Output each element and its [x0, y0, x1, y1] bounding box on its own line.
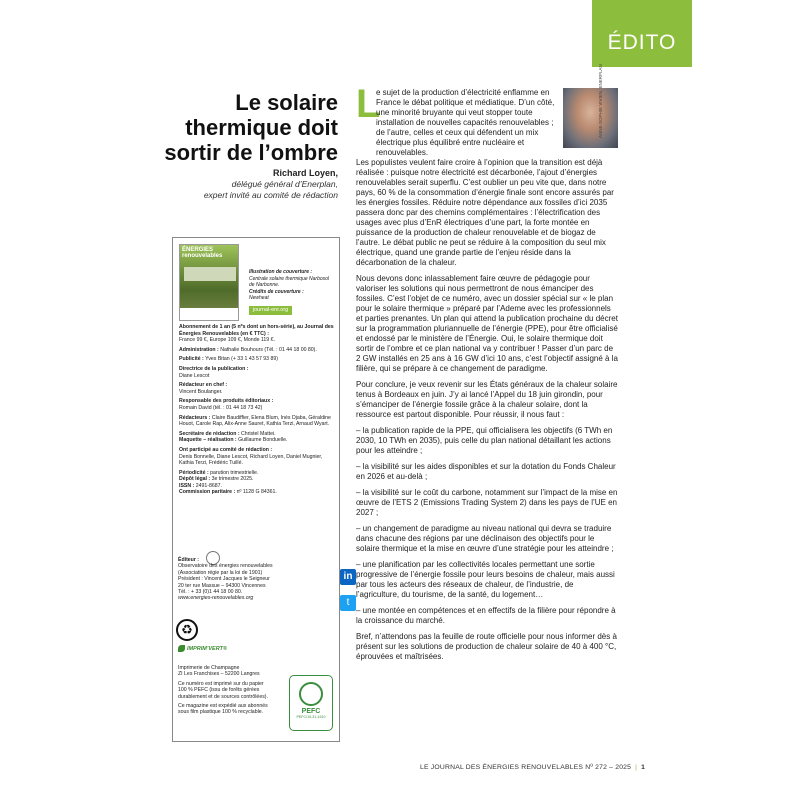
pefc-code: PEFC/10-31-1510	[296, 715, 326, 719]
value: Denis Bonnelle, Diane Lescot, Richard Loyen, Daniel Mugnier, Kathia Terzi, Frédéric Tuillé.	[179, 453, 323, 467]
value: Christel Mattei.	[241, 430, 276, 437]
value: Diane Lescot	[179, 372, 210, 379]
article-intro	[376, 88, 560, 164]
author-role: délégué général d’Enerplan,	[231, 179, 338, 189]
linkedin-icon[interactable]: in	[340, 569, 356, 585]
title-line: sortir de l’ombre	[164, 140, 338, 165]
subscription-prices: France 99 €, Europe 109 €, Monde 119 €.	[179, 337, 275, 344]
solar-panel-field	[184, 267, 236, 281]
value: Claire Baudiffier, Elena Blum, Inès Djaba, Géraldine Houot, Carole Rap, Alix-Anne Sauret, Kathia Terzi, Arnaud Wyart.	[179, 414, 331, 428]
masthead-text	[179, 324, 335, 499]
value: Guillaume Bonduelle.	[238, 437, 288, 444]
label: Publicité :	[179, 356, 204, 363]
publisher-line: Observatoire des énergies renouvelables	[178, 563, 273, 570]
title-line: Le solaire	[235, 90, 338, 115]
list-item: – la visibilité sur les aides disponibles et sur la dotation du Fonds Chaleur en 2026 et au-delà ;	[356, 462, 616, 481]
footer-separator: |	[635, 764, 638, 771]
value: Yves Bitan (+ 33 1 43 57 93 89)	[205, 356, 278, 363]
imprim-vert-logo: IMPRIM’VERT®	[178, 645, 227, 652]
drop-cap: L	[356, 82, 381, 126]
label: Directrice de la publication :	[179, 365, 249, 372]
list-item: – la publication rapide de la PPE, qui officialisera les objectifs (6 TWh en 2030, 10 TWh en 2035), puis celle du plan national détaillant les actions pour les atteindre ;	[356, 426, 613, 455]
list-item: – un changement de paradigme au niveau national qui devra se traduire dans chacune des régions par une déclinaison des objectifs pour le solaire thermique et la mise en œuvre d’une stratégie pour les atteindre ;	[356, 524, 614, 553]
publisher-website[interactable]: www.energies-renouvelables.org	[178, 595, 254, 602]
pefc-label: PEFC	[301, 708, 321, 715]
photo-credit: ANNE-SOPHIE VIVIEN, ENERPLAN	[598, 64, 603, 138]
value: 2491-8687.	[195, 482, 222, 489]
page-title	[160, 90, 338, 165]
label: Ont participé au comité de rédaction :	[179, 446, 273, 453]
paragraph: e sujet de la production d’électricité enflamme en France le débat politique et médiatique. D’un côté, une minorité bruyante qui veut stopper toute installation de nouvelles capacités renouvelables ; de l’autre, celles et ceux qui défendent un mix électrique plus équilibré entre nucléaire et renouvelables.	[376, 88, 555, 157]
label: Commission paritaire :	[179, 489, 236, 496]
label: Rédacteurs :	[179, 414, 211, 421]
value: Vincent Boulanger.	[179, 388, 223, 395]
caption-label: Illustration de couverture :	[249, 269, 313, 275]
publisher-line: Président : Vincent Jacques le Seigneur	[178, 576, 270, 583]
paragraph: Pour conclure, je veux revenir sur les États généraux de la chaleur solaire tenus à Bordeaux en juin. J’y ai lancé l’Appel du 18 juin girondin, pour s’émanciper de l’énergie fossile grâce à la chaleur solaire, dont la ressource est partout disponible. Pour réussir, il nous faut :	[356, 380, 618, 419]
cover-footer-strip	[180, 308, 238, 320]
author-name: Richard Loyen,	[272, 168, 338, 178]
label: Périodicité :	[179, 469, 209, 476]
caption-label: Crédits de couverture :	[249, 288, 304, 295]
value: nº 1128 G 84361.	[236, 489, 277, 496]
value: 3e trimestre 2025.	[211, 476, 254, 483]
printer-name: Imprimerie de Champagne	[178, 665, 240, 671]
footer-journal: LE JOURNAL DES ÉNERGIES RENOUVELABLES Nº 272 – 2025	[420, 764, 632, 771]
publisher-line: Tél. : + 33 (0)1 44 18 00 80.	[178, 589, 243, 596]
journal-link-badge[interactable]: journal-enr.org	[249, 306, 292, 315]
label: Dépôt légal :	[179, 476, 211, 483]
article-body	[356, 158, 618, 668]
label: Secrétaire de rédaction :	[179, 430, 240, 437]
value: Nathalie Bouhours (Tél. : 01 44 18 00 80).	[220, 346, 317, 353]
list-item: – une montée en compétences et en effectifs de la filière pour répondre à la croissance du marché.	[356, 606, 616, 625]
label: ISSN :	[179, 482, 195, 489]
author-role: expert invité au comité de rédaction	[203, 190, 338, 200]
paragraph: Nous devons donc inlassablement faire œuvre de pédagogie pour valoriser les solutions qui nous permettront de nous émanciper des fossiles. C’est l’objet de ce numéro, avec un dossier spécial sur « le plan pour le solaire thermique » préparé par l’Ademe avec les professionnels et parties prenantes. Un plan qui attend la publication prochaine du décret sur la programmation pluriannuelle de l’énergie (PPE), pour être officialisé et endossé par le ministère de l’Énergie. Oui, le solaire thermique doit sortir de l’ombre et ce plan national va y contribuer ! Passer d’un parc de 2 GW installés en 25 ans à 16 GW d’ici 10 ans, c’est l’objectif assigné à la filière, qui se prépare à ce changement de paradigme.	[356, 274, 618, 373]
label: Administration :	[179, 346, 219, 353]
title-line: thermique doit	[185, 115, 338, 140]
list-item: – une planification par les collectivités locales permettant une sortie progressive de l’énergie fossile pour leurs besoins de chaleur, mais aussi par tous les acteurs des réseaux de chaleur, de l’industrie, de l’agriculture, du tourisme, de la santé, du logement…	[356, 560, 615, 599]
list-item: – la visibilité sur le coût du carbone, notamment sur l’impact de la mise en œuvre de l’ETS 2 (Emissions Trading System 2) dans les pays de l’UE en 2027 ;	[356, 488, 618, 517]
byline	[150, 168, 338, 201]
printer-address: ZI Les Franchises – 52200 Langres	[178, 671, 260, 678]
cover-caption	[249, 269, 335, 302]
pefc-tree-icon	[299, 682, 323, 706]
printer-info	[178, 665, 273, 719]
paragraph: Bref, n’attendons pas la feuille de route officielle pour nous informer dès à présent sur les solutions de production de chaleur solaire de 40 à 400 °C, éprouvées et maîtrisées.	[356, 632, 617, 661]
label: Maquette – réalisation :	[179, 437, 237, 444]
publisher-block	[178, 557, 298, 602]
shipping-note: Ce magazine est expédié aux abonnés sous film plastique 100 % recyclable.	[178, 703, 268, 716]
author-portrait	[563, 88, 618, 148]
cover-title: ÉNERGIES renouvelables	[182, 247, 223, 259]
value: Romain David (tél. : 01 44 18 73 42)	[179, 404, 263, 411]
publisher-label: Éditeur :	[178, 557, 200, 563]
page-footer	[420, 764, 670, 771]
cover-image	[179, 244, 239, 321]
publisher-line: (Association régie par la loi de 1901)	[178, 569, 263, 576]
paper-note: Ce numéro est imprimé sur du papier 100 % PEFC (issu de forêts gérées durablement et de sources contrôlées).	[178, 680, 268, 700]
page-number: 1	[641, 764, 646, 771]
value: parution trimestrielle.	[210, 469, 259, 476]
recycle-icon: ♻	[176, 619, 198, 641]
label: Responsable des produits éditoriaux :	[179, 398, 274, 405]
pefc-logo	[289, 675, 333, 731]
caption-value: Centrale solaire thermique Narbosol de Narbonne.	[249, 275, 330, 289]
publisher-line: 20 ter rue Massue – 94300 Vincennes	[178, 582, 266, 589]
subscription-text: Abonnement de 1 an (5 nºs dont un hors-série), au Journal des Énergies Renouvelables (en € TTC) :	[179, 324, 334, 337]
section-tab: ÉDITO	[592, 0, 692, 67]
twitter-icon[interactable]: t	[340, 595, 356, 611]
paragraph: Les populistes veulent faire croire à l’opinion que la transition est déjà réalisée : puisque notre électricité est décarbonée, l’ajout d’énergies renouvelables serait superflu. C’est oublier un peu vite que, dans notre pays, 60 % de la consommation d’énergie finale sont encore assurés par les énergies fossiles. Réduire notre dépendance aux fossiles d’ici 2035 passera donc par des chemins complémentaires : l’électrification des usages avec plus d’EnR électriques d’une part, la forte montée en puissance de la production de chaleur renouvelable et de biogaz de l’autre. Le débat public ne peut se réduire à la composition du seul mix électrique, quand une grande partie de l’enjeu réside dans la décarbonation de la chaleur.	[356, 158, 614, 267]
caption-value: Newheat	[249, 295, 269, 302]
label: Rédacteur en chef :	[179, 382, 228, 389]
